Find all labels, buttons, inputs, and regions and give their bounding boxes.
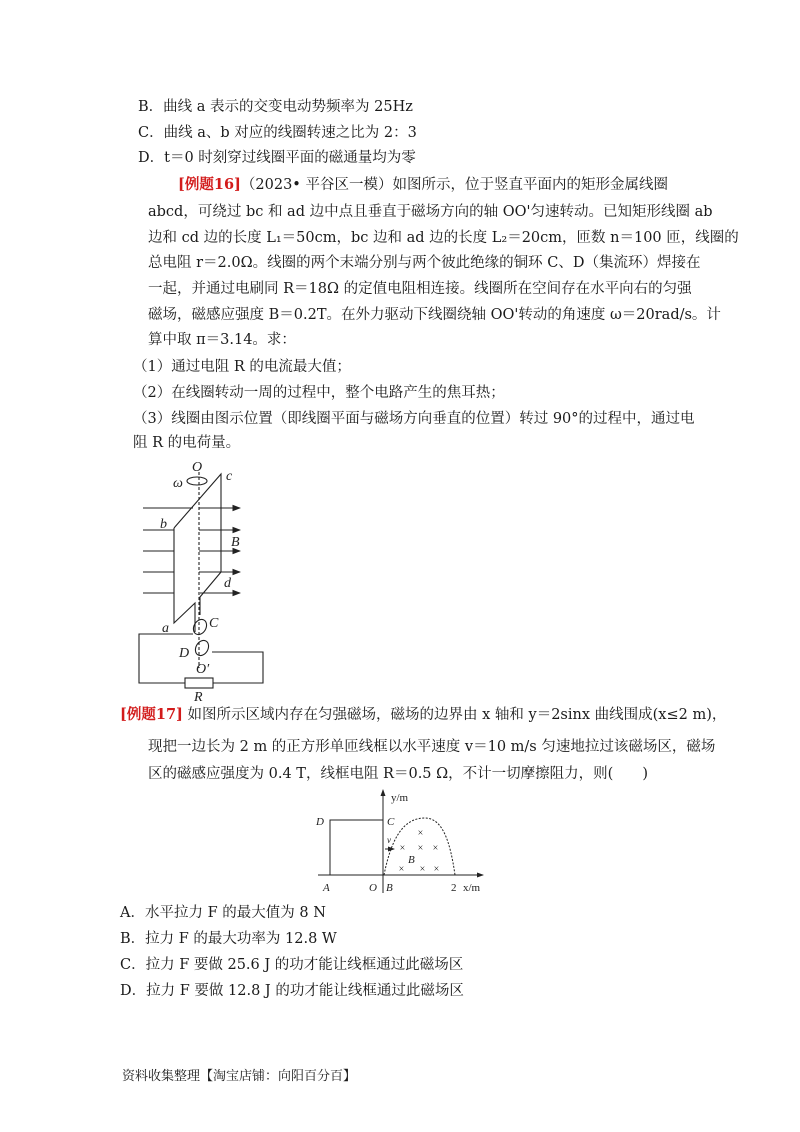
prev-option-b: B．曲线 a 表示的交变电动势频率为 25Hz (138, 99, 413, 115)
example16-line: 算中取 π＝3.14。求： (148, 332, 296, 348)
cross-mark: × (419, 864, 426, 875)
example16-label: [例题16] (178, 176, 241, 193)
question-3-cont: 阻 R 的电荷量。 (133, 435, 241, 451)
example17-line: 区的磁感应强度为 0.4 T，线框电阻 R＝0.5 Ω，不计一切摩擦阻力，则( ) (148, 766, 648, 782)
omega-arrow (187, 477, 207, 485)
ring-d (193, 638, 211, 658)
label-d: D (316, 816, 324, 828)
cross-mark: × (417, 843, 424, 854)
square-frame (330, 820, 383, 875)
label-v: v (387, 835, 391, 845)
label-d: d (224, 576, 231, 591)
example17-label: [例题17] (120, 706, 183, 723)
cross-mark: × (433, 864, 440, 875)
question-3: （3）线圈由图示位置（即线圈平面与磁场方向垂直的位置）转过 90°的过程中，通过电 (133, 411, 695, 427)
option-a: A．水平拉力 F 的最大值为 8 N (120, 905, 326, 921)
example16-line: 磁场，磁感应强度 B＝0.2T。在外力驱动下线圈绕轴 OO'转动的角速度 ω＝20rad/s。计 (148, 307, 721, 323)
label-o-prime: O′ (196, 662, 210, 677)
resistor (185, 678, 213, 688)
label-c: C (387, 816, 395, 828)
option-d: D．拉力 F 要做 12.8 J 的功才能让线框通过此磁场区 (120, 983, 464, 999)
cross-mark: × (417, 828, 424, 839)
field-crosses (398, 828, 440, 875)
example17-line-1 (120, 705, 726, 725)
label-b: b (160, 517, 167, 532)
coil-abcd (174, 474, 221, 632)
example16-text: （2023• 平谷区一模）如图所示，位于竖直平面内的矩形金属线圈 (240, 177, 668, 193)
option-b: B．拉力 F 的最大功率为 12.8 W (120, 931, 337, 947)
example16-line: 一起，并通过电刷同 R＝18Ω 的定值电阻相连接。线圈所在空间存在水平向右的匀强 (148, 281, 692, 297)
label-a: a (162, 621, 169, 636)
question-2: （2）在线圈转动一周的过程中，整个电路产生的焦耳热； (133, 385, 505, 401)
example16-line: abcd，可绕过 bc 和 ad 边中点且垂直于磁场方向的轴 OO'匀速转动。已知矩形线圈 ab (148, 204, 713, 220)
label-b: B (386, 882, 393, 894)
footer: 资料收集整理【淘宝店铺：向阳百分百】 (122, 1069, 357, 1084)
label-ring-c: C (209, 616, 219, 631)
prev-option-d: D．t＝0 时刻穿过线圈平面的磁通量均为零 (138, 150, 416, 166)
question-1: （1）通过电阻 R 的电流最大值； (133, 359, 351, 375)
label-r: R (194, 690, 203, 705)
option-c: C．拉力 F 要做 25.6 J 的功才能让线框通过此磁场区 (120, 957, 464, 973)
label-omega: ω (173, 476, 183, 491)
label-b-field: B (408, 854, 415, 866)
example16-line-1 (178, 175, 668, 195)
label-b-field: B (231, 535, 240, 550)
ring-c (191, 617, 209, 637)
coil-figure (0, 455, 800, 705)
tick-2: 2 (451, 882, 457, 894)
example16-line: 边和 cd 边的长度 L₁＝50cm，bc 边和 ad 边的长度 L₂＝20cm，匝数 n＝100 匝，线圈的 (148, 230, 739, 246)
magnetic-field-figure (0, 788, 800, 898)
cross-mark: × (399, 843, 406, 854)
cross-mark: × (432, 843, 439, 854)
label-ring-d: D (179, 646, 190, 661)
label-c: c (226, 469, 233, 484)
cross-mark: × (398, 864, 405, 875)
label-o: O (192, 460, 203, 475)
label-o: O (369, 882, 377, 894)
prev-option-c: C．曲线 a、b 对应的线圈转速之比为 2：3 (138, 125, 417, 141)
x-axis-label: x/m (463, 882, 481, 894)
example16-line: 总电阻 r＝2.0Ω。线圈的两个末端分别与两个彼此绝缘的铜环 C、D（集流环）焊接在 (148, 255, 701, 271)
example17-text: 如图所示区域内存在匀强磁场，磁场的边界由 x 轴和 y＝2sinx 曲线围成(x≤2 m)， (187, 707, 727, 723)
y-axis-label: y/m (391, 792, 409, 804)
example17-line: 现把一边长为 2 m 的正方形单匝线框以水平速度 v＝10 m/s 匀速地拉过该磁场区，磁场 (148, 739, 716, 755)
label-a: A (323, 882, 330, 894)
